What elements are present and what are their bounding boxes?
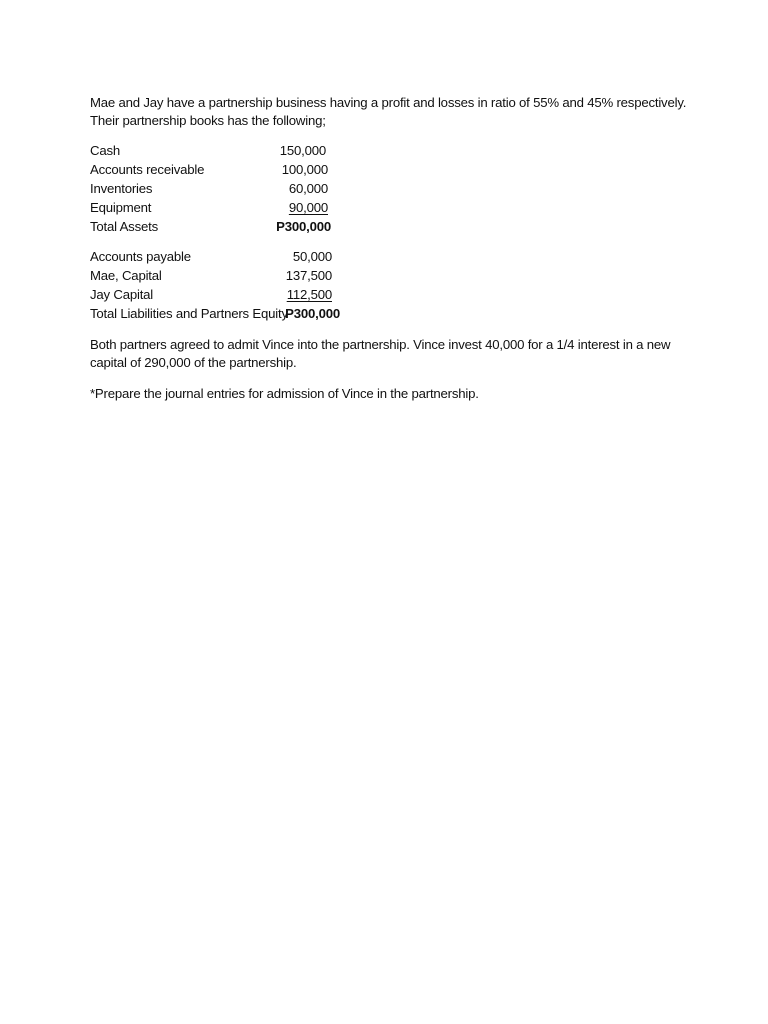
asset-row-accounts-receivable	[90, 160, 390, 179]
liability-row-total	[90, 304, 390, 323]
liability-label: Jay Capital	[90, 287, 154, 302]
asset-amount: 100,000	[281, 162, 328, 177]
liability-label: Accounts payable	[90, 249, 191, 264]
liability-row-mae-capital	[90, 266, 390, 285]
asset-label: Total Assets	[90, 219, 158, 234]
liability-label: Mae, Capital	[90, 268, 162, 283]
asset-label: Cash	[90, 143, 120, 158]
admission-line-2: capital of 290,000 of the partnership.	[90, 355, 297, 370]
liability-amount: 50,000	[292, 249, 332, 264]
admission-paragraph	[90, 336, 690, 372]
asset-row-equipment	[90, 198, 390, 217]
intro-paragraph	[90, 94, 690, 130]
asset-amount: 150,000	[279, 143, 326, 158]
intro-line-2: Their partnership books has the following;	[90, 113, 326, 128]
asset-row-total	[90, 217, 390, 236]
liability-amount: 112,500	[286, 287, 332, 302]
asset-label: Equipment	[90, 200, 152, 215]
liability-row-jay-capital	[90, 285, 390, 304]
asset-label: Inventories	[90, 181, 153, 196]
instruction-paragraph: *Prepare the journal entries for admission of Vince in the partnership.	[90, 386, 479, 401]
liability-label: Total Liabilities and Partners Equity	[90, 306, 288, 321]
admission-line-1: Both partners agreed to admit Vince into the partnership. Vince invest 40,000 for a 1/4 interest in a new	[90, 337, 671, 352]
liability-row-accounts-payable	[90, 247, 390, 266]
liability-amount: 137,500	[285, 268, 332, 283]
total-assets-amount: P300,000	[276, 219, 331, 234]
total-liabilities-amount: P300,000	[285, 306, 340, 321]
intro-line-1: Mae and Jay have a partnership business having a profit and losses in ratio of 55% and 45% respectively.	[90, 95, 687, 110]
asset-amount: 60,000	[288, 181, 328, 196]
asset-amount: 90,000	[288, 200, 328, 215]
asset-label: Accounts receivable	[90, 162, 205, 177]
asset-row-inventories	[90, 179, 390, 198]
asset-row-cash	[90, 141, 390, 160]
